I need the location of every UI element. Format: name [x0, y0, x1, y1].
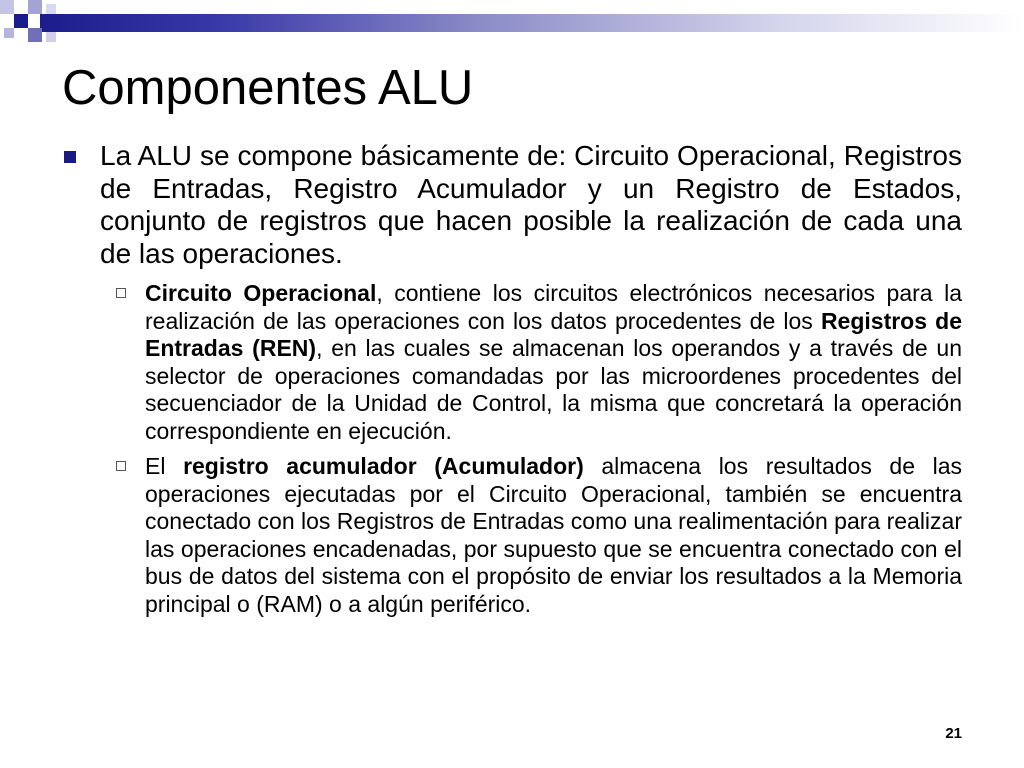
decor-square — [46, 4, 56, 14]
slide-body — [0, 140, 1024, 618]
decor-square — [28, 28, 42, 42]
sub-point-text: , en las cuales se almacenan los operandos y a través de un selector de operaciones comandadas por las microordenes procedentes del secuenciador de la Unidad de Control, la misma que concretará la operación correspondiente en ejecución. — [145, 335, 962, 444]
slide-title: Componentes ALU — [62, 61, 474, 115]
hollow-square-bullet-icon — [116, 461, 126, 471]
sub-point-term: Circuito Operacional — [145, 280, 377, 306]
sub-bullet-point — [145, 280, 962, 445]
page-number: 21 — [945, 725, 962, 742]
header-gradient-bar — [40, 14, 1024, 32]
decor-square — [4, 28, 14, 38]
sub-point-text: , contiene los circuitos electrónicos necesarios para la realización de las operaciones con los datos procedentes de los — [145, 280, 962, 334]
main-bullet-point — [100, 140, 962, 270]
decor-square — [14, 14, 28, 28]
sub-point-term: registro acumulador (Acumulador) — [183, 453, 584, 479]
decor-square — [46, 32, 56, 42]
sub-point-prefix: El — [145, 453, 184, 479]
sub-point-text: almacena los resultados de las operaciones ejecutadas por el Circuito Operacional, también se encuentra conectado con los Registros de Entradas como una realimentación para realizar las operaciones encadenadas, por supuesto que se encuentra conectado con el bus de datos del sistema con el propósito de enviar los resultados a la Memoria principal o (RAM) o a algún periférico. — [145, 453, 962, 617]
sub-point-term: Registros de Entradas (REN) — [145, 307, 962, 361]
decor-square — [28, 0, 42, 14]
hollow-square-bullet-icon — [116, 288, 126, 298]
decor-square — [0, 0, 14, 14]
filled-square-bullet-icon — [64, 151, 76, 163]
slide-header-decoration — [0, 0, 1024, 50]
main-point-text: La ALU se compone básicamente de: Circuito Operacional, Registros de Entradas, Registro Acumulador y un Registro de Estados, conjunto de registros que hacen posible la realización de cada una de las operaciones. — [100, 140, 962, 269]
sub-bullet-point — [145, 453, 962, 618]
